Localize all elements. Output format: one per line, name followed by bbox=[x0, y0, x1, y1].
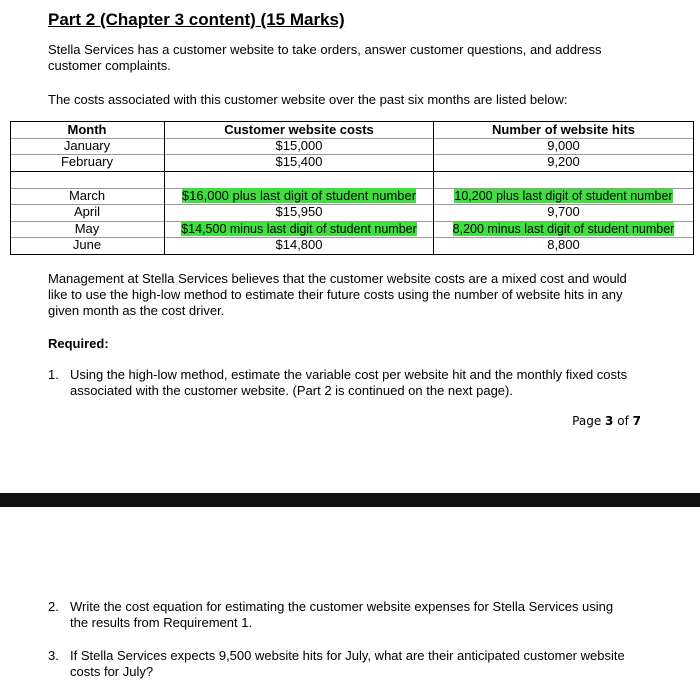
question-3 bbox=[48, 648, 648, 684]
page-label: Page bbox=[572, 414, 602, 428]
table-intro: The costs associated with this customer website over the past six months are listed below: bbox=[48, 92, 568, 107]
highlighted-hits: 8,200 minus last digit of student number bbox=[452, 222, 675, 236]
table-border-right bbox=[693, 121, 694, 255]
row-hits: 9,000 bbox=[547, 138, 580, 153]
row-cost: $15,400 bbox=[275, 154, 323, 169]
page-total: 7 bbox=[632, 414, 641, 428]
required-label: Required: bbox=[48, 336, 109, 351]
row-month: June bbox=[72, 237, 102, 252]
page-break-band bbox=[0, 493, 700, 507]
question-1 bbox=[48, 367, 648, 403]
row-month: January bbox=[63, 138, 111, 153]
page-number bbox=[572, 414, 641, 428]
page-current: 3 bbox=[605, 414, 614, 428]
question-text: Using the high-low method, estimate the variable cost per website hit and the monthly fixed costs associated with the customer website. (Part 2 is continued on the next page). bbox=[70, 367, 628, 398]
highlighted-cost: $14,500 minus last digit of student number bbox=[181, 222, 417, 236]
management-paragraph: Management at Stella Services believes that the customer website costs are a mixed cost and would like to use the high-low method to estimate their future costs using the number of website hits in any given month as the cost driver. bbox=[48, 271, 627, 318]
question-number: 3. bbox=[48, 648, 59, 663]
row-month: February bbox=[60, 154, 114, 169]
header-costs: Customer website costs bbox=[224, 122, 374, 137]
highlighted-hits: 10,200 plus last digit of student number bbox=[454, 189, 673, 203]
table-rule bbox=[10, 171, 694, 172]
cost-table bbox=[10, 121, 694, 255]
section-title: Part 2 (Chapter 3 content) (15 Marks) bbox=[48, 10, 345, 29]
row-hits: 9,700 bbox=[547, 204, 580, 219]
row-month: April bbox=[73, 204, 100, 219]
question-number: 1. bbox=[48, 367, 59, 382]
row-month: May bbox=[74, 221, 100, 236]
row-hits: 9,200 bbox=[547, 154, 580, 169]
row-month: March bbox=[68, 188, 106, 203]
row-cost: $15,000 bbox=[275, 138, 323, 153]
intro-paragraph: Stella Services has a customer website to take orders, answer customer questions, and address customer complaints. bbox=[48, 42, 602, 73]
question-number: 2. bbox=[48, 599, 59, 614]
question-text: Write the cost equation for estimating the customer website expenses for Stella Services using the results from Requirement 1. bbox=[70, 599, 614, 630]
question-2 bbox=[48, 599, 648, 635]
highlighted-cost: $16,000 plus last digit of student number bbox=[181, 188, 417, 203]
row-cost: $15,950 bbox=[275, 204, 323, 219]
question-text: If Stella Services expects 9,500 website hits for July, what are their anticipated customer website costs for July? bbox=[70, 648, 625, 679]
header-month: Month bbox=[67, 122, 107, 137]
row-cost: $14,800 bbox=[275, 237, 323, 252]
row-hits: 8,800 bbox=[547, 237, 580, 252]
table-border-bottom bbox=[10, 254, 694, 255]
header-hits: Number of website hits bbox=[491, 122, 636, 137]
page-of: of bbox=[617, 414, 629, 428]
